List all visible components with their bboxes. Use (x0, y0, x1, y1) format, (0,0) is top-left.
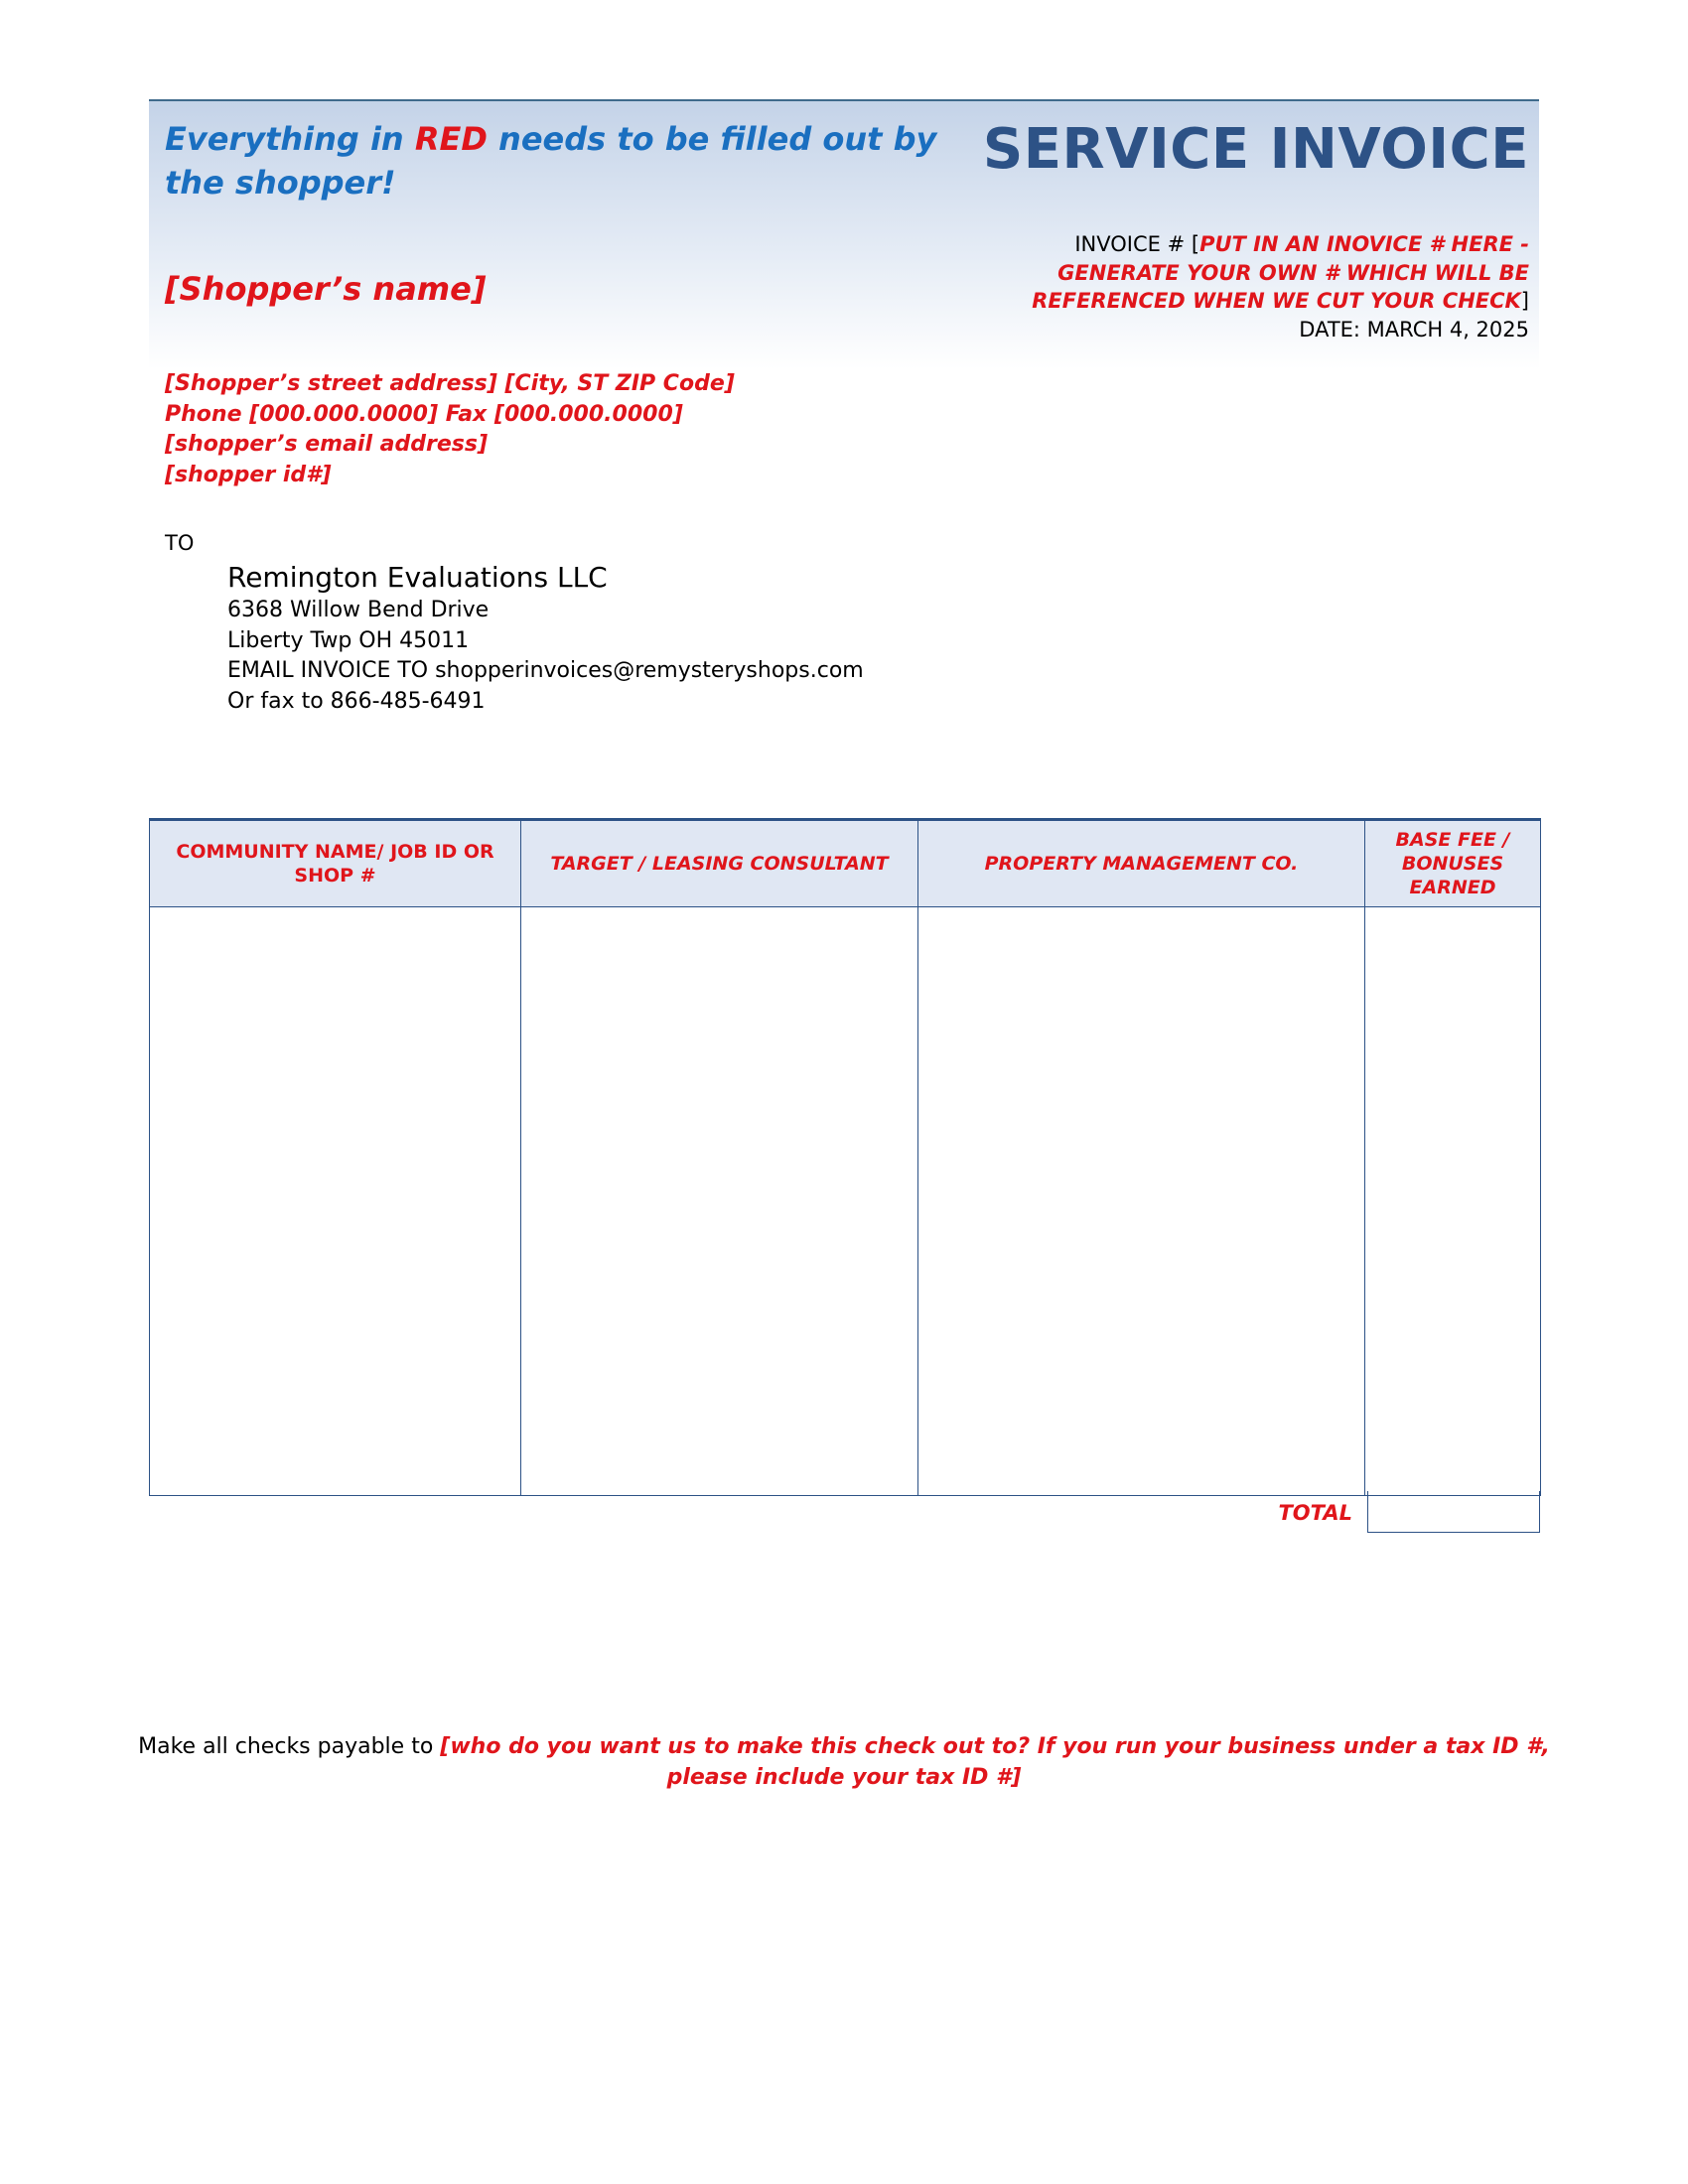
instruction-text (165, 117, 959, 205)
recipient-fax-line: Or fax to 866-485-6491 (227, 688, 486, 714)
invoice-date: DATE: MARCH 4, 2025 (1299, 317, 1529, 341)
recipient-company: Remington Evaluations LLC (227, 561, 608, 594)
table-row (150, 907, 1541, 1496)
recipient-email-line: EMAIL INVOICE TO shopperinvoices@remysteryshops.com (227, 658, 864, 683)
cell-property-management[interactable] (918, 907, 1365, 1496)
recipient-street: 6368 Willow Bend Drive (227, 598, 490, 622)
instruction-post: needs to be filled out by the shopper! (165, 120, 937, 202)
table-header-row (150, 820, 1541, 907)
instruction-pre: Everything in (165, 120, 415, 158)
invoice-number-label: INVOICE # [ (1074, 232, 1200, 256)
recipient-block (227, 560, 864, 717)
column-header-target: TARGET / LEASING CONSULTANT (521, 820, 918, 907)
shopper-address-field[interactable]: [Shopper’s street address] [City, ST ZIP Code] (165, 371, 735, 396)
shopper-info (165, 369, 735, 490)
payable-line (119, 1731, 1569, 1793)
invoice-title: SERVICE INVOICE (982, 117, 1529, 182)
shopper-name-field[interactable]: [Shopper’s name] (165, 270, 487, 308)
invoice-number-close: ] (1520, 289, 1529, 313)
shopper-email-field[interactable]: [shopper’s email address] (165, 432, 489, 457)
total-field[interactable] (1367, 1491, 1540, 1533)
recipient-city: Liberty Twp OH 45011 (227, 627, 470, 653)
shopper-id-field[interactable]: [shopper id#] (165, 462, 332, 487)
column-header-base-fee: BASE FEE / BONUSES EARNED (1365, 820, 1541, 907)
cell-community[interactable] (150, 907, 521, 1496)
column-header-community: COMMUNITY NAME/ JOB ID OR SHOP # (150, 820, 521, 907)
cell-target[interactable] (521, 907, 918, 1496)
column-header-property-management: PROPERTY MANAGEMENT CO. (918, 820, 1365, 907)
cell-base-fee[interactable] (1365, 907, 1541, 1496)
invoice-meta (973, 230, 1529, 343)
invoice-number-field[interactable]: PUT IN AN INOVICE # HERE - GENERATE YOUR OWN # WHICH WILL BE REFERENCED WHEN WE CUT YOUR CHECK (1032, 232, 1529, 313)
payable-to-field[interactable]: [who do you want us to make this check out to? If you run your business under a tax ID #, please include your tax ID #] (440, 1734, 1550, 1790)
instruction-red: RED (414, 120, 488, 158)
invoice-number-line (973, 230, 1529, 316)
total-label: TOTAL (1278, 1501, 1352, 1525)
shopper-phone-fax-field[interactable]: Phone [000.000.0000] Fax [000.000.0000] (165, 401, 683, 427)
items-table (149, 818, 1541, 1496)
payable-prefix: Make all checks payable to (138, 1734, 441, 1759)
to-label: TO (165, 531, 195, 555)
